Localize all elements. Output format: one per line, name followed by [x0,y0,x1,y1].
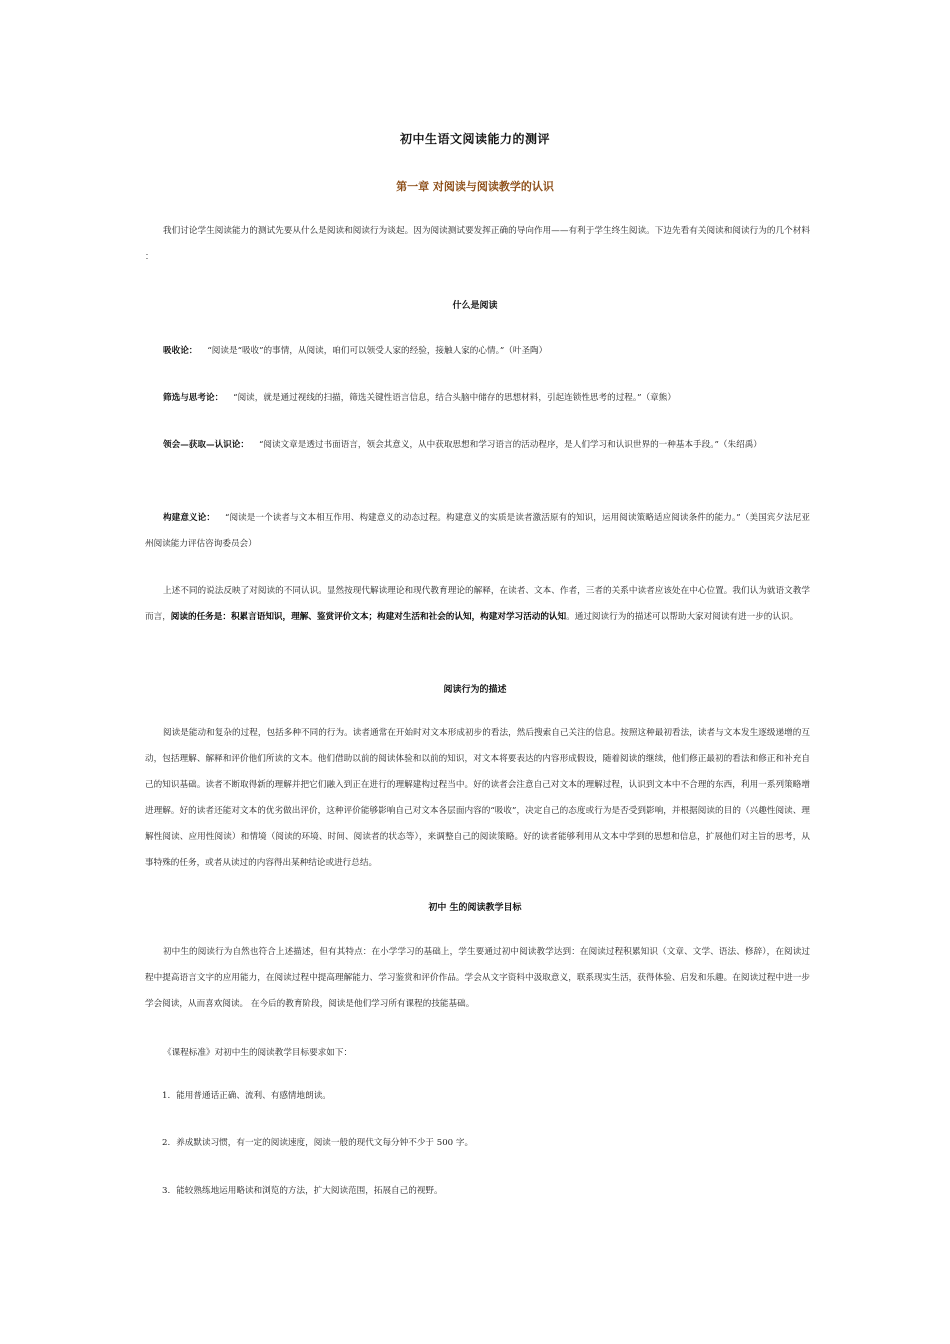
behavior-paragraph: 阅读是能动和复杂的过程，包括多种不同的行为。读者通常在开始时对文本形成初步的看法，然后搜索自己关注的信息。按照这种最初看法，读者与文本发生逐级递增的互动，包括理解、解释和评价他们所读的文本。他们借助以前的阅读体验和以前的知识，对文本将要表达的内容形成假设，随着阅读的继续，他们修正最初的看法和修正和补充自己的知识基础。读者不断取得新的理解并把它们融入到正在进行的理解建构过程当中。好的读者会注意自己对文本的理解过程，认识到文本中不合理的东西，利用一系列策略增进理解。好的读者还能对文本的优劣做出评价，这种评价能够影响自己对文本各层面内容的“吸收”，决定自己的态度或行为是否受到影响，并根据阅读的目的（兴趣性阅读、理解性阅读、应用性阅读）和情境（阅读的环境、时间、阅读者的状态等），来调整自己的阅读策略。好的读者能够利用从文本中学到的思想和信息，扩展他们对主旨的思考，从事特殊的任务，或者从读过的内容得出某种结论或进行总结。 [145,728,810,868]
document-title: 初中生语文阅读能力的测评 [399,132,550,146]
definition-label: 构建意义论： [163,513,215,523]
standards-intro: 《课程标准》对初中生的阅读教学目标要求如下： [163,1048,353,1058]
definition-label: 领会—获取—认识论： [163,440,249,450]
list-item [162,1183,802,1199]
definition-absorb [145,338,810,364]
list-number: 3. [162,1186,171,1196]
list-text: 养成默读习惯，有一定的阅读速度，阅读一般的现代文每分钟不少于 500 字。 [176,1138,474,1148]
definition-label: 吸收论： [163,346,198,356]
definition-filter-think [145,385,810,411]
summary-emphasis: 阅读的任务是：积累言语知识，理解、鉴赏评价文本；构建对生活和社会的认知，构建对学习活动的认知 [170,612,567,622]
summary-text-end: 。通过阅读行为的描述可以帮助大家对阅读有进一步的认识。 [566,612,799,622]
list-item [162,1135,802,1151]
list-number: 2. [162,1138,171,1148]
goals-paragraph: 初中生的阅读行为自然也符合上述描述，但有其特点：在小学学习的基础上，学生要通过初中阅读教学达到：在阅读过程积累知识（文章、文学、语法、修辞），在阅读过程中提高语言文字的应用能力，在阅读过程中提高理解能力、学习鉴赏和评价作品。学会从文字资料中汲取意义，联系现实生活，获得体验、启发和乐趣。在阅读过程中进一步学会阅读，从而喜欢阅读。 在今后的教育阶段，阅读是他们学习所有课程的技能基础。 [145,947,810,1009]
summary-paragraph [145,578,810,630]
list-number: 1. [162,1091,171,1101]
definition-label: 筛选与思考论： [163,393,224,403]
summary-text: 上述不同的说法反映了对阅读的不同认识。显然按现代解读理论和现代教育理论的解释，在读者、文本、作者，三者的关系中读者应该处在中心位置。我们认为就语文教学而言， [145,586,810,622]
section-heading-teaching-goals: 初中 生的阅读教学目标 [428,903,522,913]
definition-comprehend [145,432,810,458]
chapter-heading: 第一章 对阅读与阅读教学的认识 [396,180,554,193]
list-item [162,1088,802,1104]
definition-construct [145,505,810,557]
definition-text: “阅读文章是透过书面语言，领会其意义，从中获取思想和学习语言的活动程序，是人们学习和认识世界的一种基本手段。”（朱绍禹） [258,440,762,450]
definition-text: “阅读，就是通过视线的扫描，筛选关键性语言信息，结合头脑中储存的思想材料，引起连锁性思考的过程。”（章熊） [233,393,676,403]
definition-text: “阅读是“吸收”的事情，从阅读，咱们可以领受人家的经验，接触人家的心情。”（叶圣陶） [207,346,548,356]
list-text: 能用普通话正确、流利、有感情地朗读。 [176,1091,331,1101]
intro-paragraph: 我们讨论学生阅读能力的测试先要从什么是阅读和阅读行为谈起。因为阅读测试要发挥正确的导向作用——有利于学生终生阅读。下边先看有关阅读和阅读行为的几个材料 ： [145,226,810,262]
list-text: 能较熟练地运用略读和浏览的方法，扩大阅读范围，拓展自己的视野。 [176,1186,443,1196]
definition-text: “阅读是一个读者与文本相互作用、构建意义的动态过程。构建意义的实质是读者激活原有的知识，运用阅读策略适应阅读条件的能力。”（美国宾夕法尼亚州阅读能力评估咨询委员会） [145,513,810,549]
section-heading-reading-behavior: 阅读行为的描述 [443,685,507,695]
section-heading-what-is-reading: 什么是阅读 [452,301,498,311]
